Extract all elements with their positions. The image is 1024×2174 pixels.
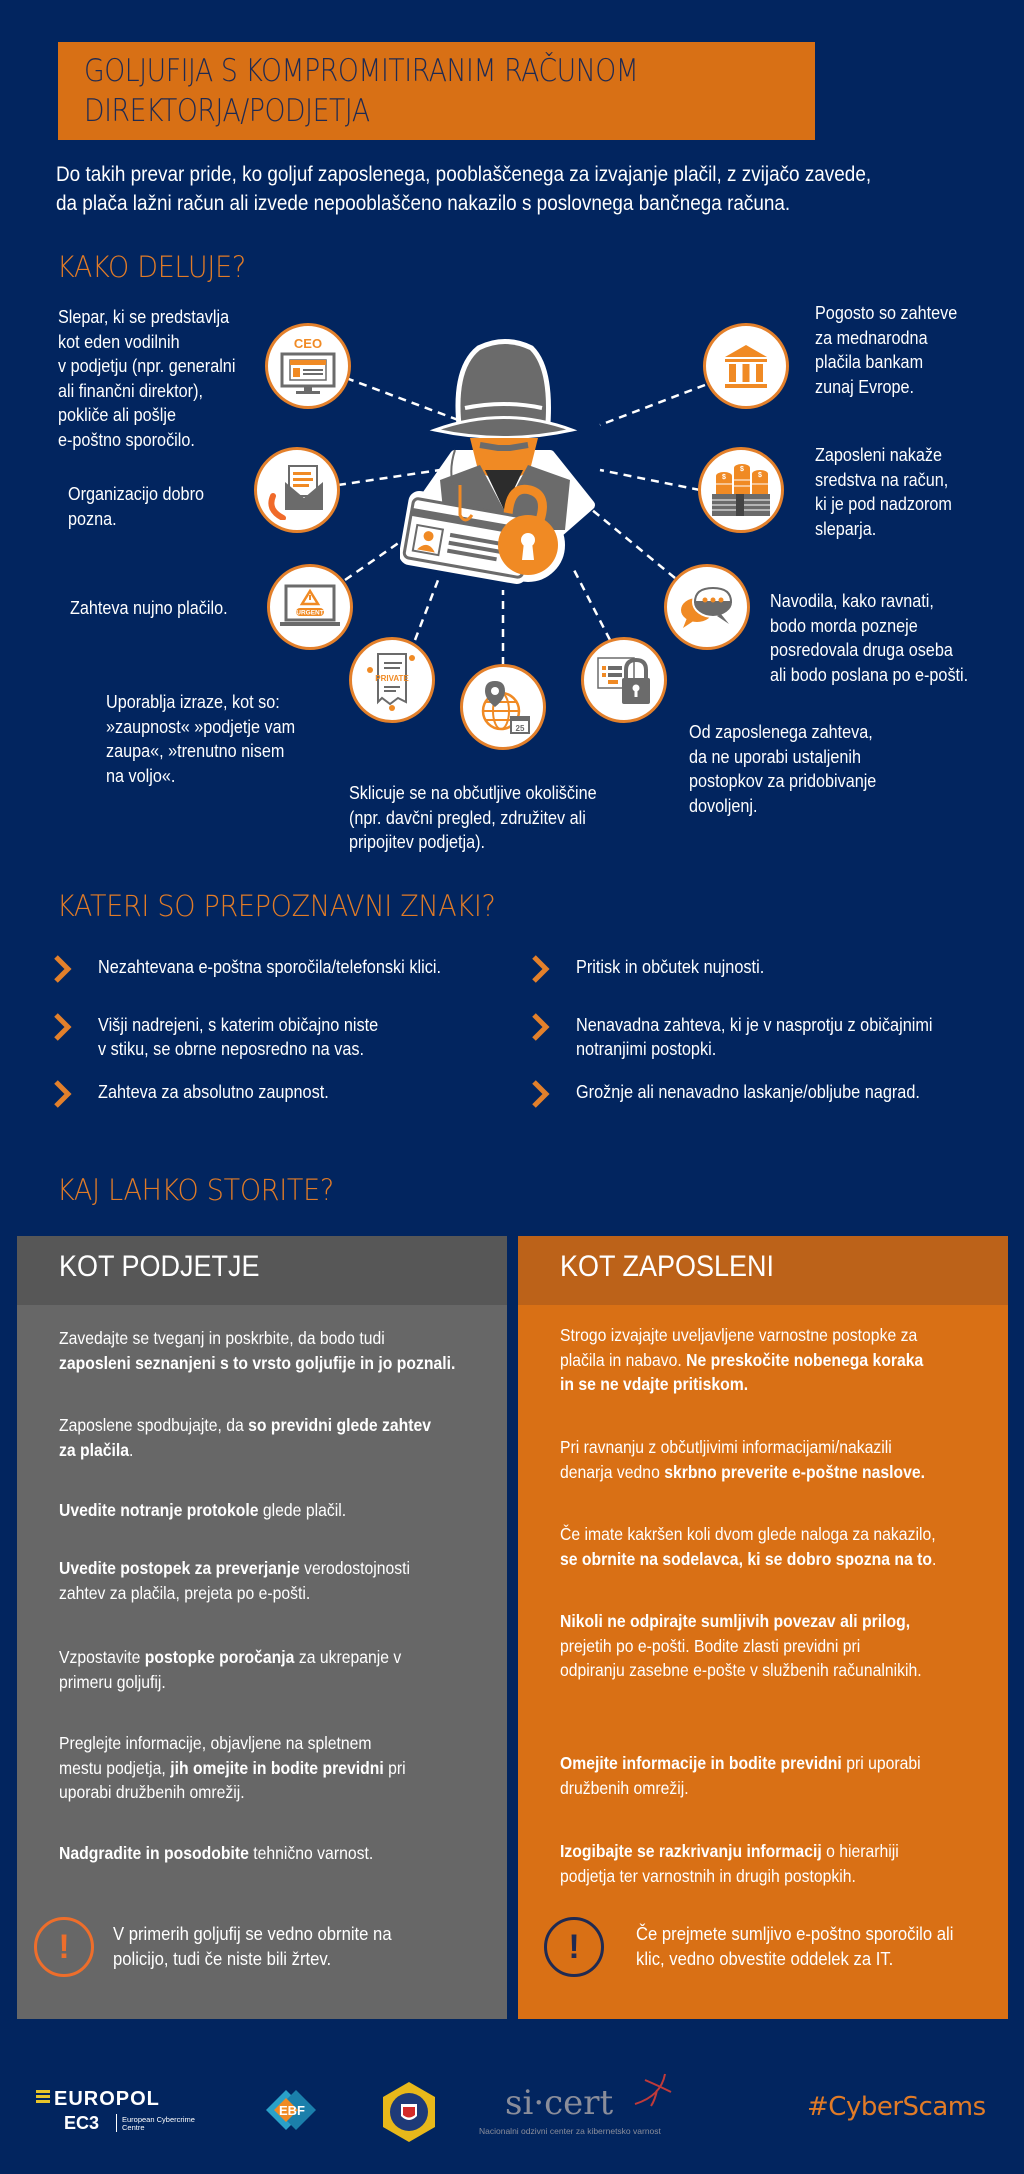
how-item-impersonation: Slepar, ki se predstavlja kot eden vodilnih v podjetju (npr. generalni ali finančni direktor), pokliče ali pošlje e-poštno sporočilo.: [58, 307, 236, 450]
signs-left-column: [52, 955, 488, 1108]
chevron-right-icon: [530, 1013, 552, 1041]
svg-text:EUROPOL: EUROPOL: [54, 2088, 160, 2110]
private-document-icon: [349, 637, 435, 723]
svg-text:$: $: [758, 472, 762, 479]
how-item-knows-organisation: Organizacijo dobro pozna.: [68, 484, 204, 529]
employee-panel: [518, 1236, 1008, 2019]
signs-right-column: [530, 955, 981, 1108]
svg-text:25: 25: [515, 724, 525, 733]
svg-text:$: $: [722, 474, 726, 481]
hacker-illustration: [400, 330, 610, 590]
how-item-bypass-procedures: Od zaposlenega zahteva, da ne uporabi ustaljenih postopkov za pridobivanje dovoljenj.: [689, 722, 877, 816]
company-tip: Preglejte informacije, objavljene na spletnem mestu podjetja, jih omejite in bodite previdni pri uporabi družbenih omrežij.: [59, 1733, 406, 1802]
si-cert-logo[interactable]: [475, 2070, 715, 2140]
exclamation-icon: !: [34, 1917, 94, 1977]
how-heading: KAKO DELUJE?: [57, 250, 246, 284]
employee-tip: Omejite informacije in bodite previdni pri uporabi družbenih omrežij.: [560, 1753, 921, 1798]
how-item-international-payments: Pogosto so zahteve za mednarodna plačila bankam zunaj Evrope.: [815, 303, 958, 397]
title-line-1: GOLJUFIJA S KOMPROMITIRANIM RAČUNOM: [84, 53, 639, 89]
chevron-right-icon: [530, 955, 552, 983]
svg-text:PRIVATE: PRIVATE: [375, 674, 409, 683]
email-phone-icon: [254, 447, 340, 533]
exclamation-icon: !: [544, 1917, 604, 1977]
title-line-2: DIREKTORJA/PODJETJA: [84, 93, 370, 129]
how-item-phrases: Uporablja izraze, kot so: »zaupnost« »podjetje vam zaupa«, »trenutno nisem na voljo«.: [106, 692, 296, 786]
how-item-transfer-funds: Zaposleni nakaže sredstva na račun, ki je pod nadzorom sleparja.: [815, 445, 952, 539]
employee-tip: Če imate kakršen koli dvom glede naloga za nakazilo, se obrnite na sodelavca, ki se dobro spozna na to.: [560, 1524, 937, 1569]
ceo-monitor-icon: [265, 323, 351, 409]
employee-tip: Strogo izvajajte uveljavljene varnostne postopke za plačila in nabavo. Ne preskočite nobenega koraka in se ne vdajte pritiskom.: [560, 1325, 924, 1394]
svg-text:EC3: EC3: [64, 2113, 100, 2133]
sign-item: Nezahtevana e-poštna sporočila/telefonski klici.: [52, 955, 488, 1013]
money-stack-icon: [698, 447, 784, 533]
company-tip: Uvedite notranje protokole glede plačil.: [59, 1500, 347, 1520]
bank-icon: [703, 323, 789, 409]
employee-alert-text: Če prejmete sumljivo e-poštno sporočilo ali klic, vedno obvestite oddelek za IT.: [636, 1923, 954, 1969]
intro-line-2: da plača lažni račun ali izvede nepooblaščeno nakazilo s poslovnega bančnega računa.: [56, 191, 791, 215]
employee-tip: Izogibajte se razkrivanju informacij o hierarhiji podjetja ter varnostnih in drugih postopkih.: [560, 1841, 899, 1886]
actions-heading: KAJ LAHKO STORITE?: [57, 1173, 334, 1207]
sign-item: Nenavadna zahteva, ki je v nasprotju z običajnimi notranjimi postopki.: [530, 1013, 981, 1080]
login-padlock-icon: [581, 637, 667, 723]
svg-text:$: $: [740, 466, 744, 473]
how-item-instructions: Navodila, kako ravnati, bodo morda pozneje posredovala druga oseba ali bodo poslana po e-pošti.: [770, 591, 969, 685]
intro-line-1: Do takih prevar pride, ko goljuf zaposlenega, pooblaščenega za izvajanje plačil, z zvijačo zavede,: [56, 162, 872, 186]
company-panel: [17, 1236, 507, 2019]
ebf-logo[interactable]: [246, 2074, 336, 2149]
chevron-right-icon: [52, 1013, 74, 1041]
sign-item: Zahteva za absolutno zaupnost.: [52, 1080, 488, 1108]
signs-heading: KATERI SO PREPOZNAVNI ZNAKI?: [57, 889, 496, 923]
svg-text:CEO: CEO: [293, 336, 323, 351]
company-panel-title: KOT PODJETJE: [17, 1236, 507, 1305]
sign-item: Pritisk in občutek nujnosti.: [530, 955, 981, 1013]
company-tip: Vzpostavite postopke poročanja za ukrepanje v primeru goljufij.: [59, 1647, 402, 1692]
employee-panel-title: KOT ZAPOSLENI: [518, 1236, 1008, 1305]
how-item-urgent-payment: Zahteva nujno plačilo.: [70, 598, 228, 618]
company-alert-text: V primerih goljufij se vedno obrnite na policijo, tudi če niste bili žrtev.: [113, 1923, 392, 1969]
company-tip: Uvedite postopek za preverjanje verodostojnosti zahtev za plačila, prejeta po e-pošti.: [59, 1558, 411, 1603]
urgent-laptop-icon: [267, 564, 353, 650]
chevron-right-icon: [52, 1080, 74, 1108]
cyberscams-hashtag[interactable]: #CyberScams: [807, 2092, 986, 2122]
slovenian-police-logo[interactable]: [381, 2080, 437, 2144]
company-tip: Nadgradite in posodobite tehnično varnost.: [59, 1843, 374, 1863]
chat-bubbles-icon: [664, 564, 750, 650]
chevron-right-icon: [530, 1080, 552, 1108]
company-tip: Zavedajte se tveganj in poskrbite, da bodo tudi zaposleni seznanjeni s to vrsto goljufije in jo poznali.: [59, 1328, 456, 1373]
how-item-sensitive-situations: Sklicuje se na občutljive okoliščine (npr. davčni pregled, združitev ali pripojitev podjetja).: [349, 783, 597, 852]
employee-tip: Nikoli ne odpirajte sumljivih povezav ali prilog, prejetih po e-pošti. Bodite zlasti previdni pri odpiranju zasebne e-pošte v službenih računalnikih.: [560, 1611, 922, 1680]
employee-tip: Pri ravnanju z občutljivimi informacijami/nakazili denarja vedno skrbno preverite e-poštne naslove.: [560, 1437, 926, 1482]
svg-text:Centre: Centre: [122, 2123, 145, 2132]
svg-text:si·cert: si·cert: [505, 2083, 614, 2123]
sign-item: Višji nadrejeni, s katerim običajno niste v stiku, se obrne neposredno na vas.: [52, 1013, 488, 1080]
globe-calendar-icon: [460, 664, 546, 750]
svg-text:EBF: EBF: [279, 2103, 305, 2118]
svg-text:Nacionalni odzivni center za k: Nacionalni odzivni center za kibernetsko varnost: [479, 2126, 661, 2136]
chevron-right-icon: [52, 955, 74, 983]
europol-ec3-logo[interactable]: [36, 2088, 211, 2136]
svg-text:URGENT: URGENT: [296, 609, 324, 617]
sign-item: Grožnje ali nenavadno laskanje/obljube nagrad.: [530, 1080, 981, 1108]
svg-text:European Cybercrime: European Cybercrime: [122, 2115, 195, 2124]
company-tip: Zaposlene spodbujajte, da so previdni glede zahtev za plačila.: [59, 1415, 432, 1460]
